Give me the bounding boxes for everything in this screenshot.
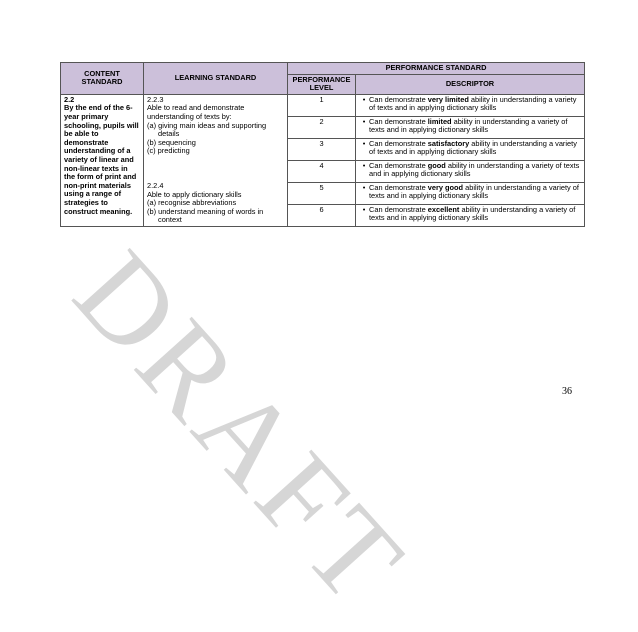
bullet-icon: • <box>362 138 366 148</box>
learning-standard-item: (c) predicting <box>147 146 190 156</box>
descriptor-header: DESCRIPTOR <box>356 74 585 94</box>
learning-standard-header: LEARNING STANDARD <box>144 63 288 95</box>
performance-level-cell: 4 <box>288 160 356 182</box>
descriptor-keyword: very good <box>427 182 464 192</box>
descriptor-keyword: excellent <box>427 204 460 214</box>
performance-level-cell: 2 <box>288 116 356 138</box>
bullet-icon: • <box>362 160 366 170</box>
performance-standard-header: PERFORMANCE STANDARD <box>288 63 585 75</box>
learning-standard-item-cont: details <box>158 129 180 139</box>
curriculum-standards-table <box>60 62 585 227</box>
performance-level-cell: 3 <box>288 138 356 160</box>
descriptor-cell: • Can demonstrate excellent ability in understanding a variety of texts and in applying dictionary skills <box>356 204 585 226</box>
descriptor-cell: • Can demonstrate very limited ability in understanding a variety of texts and in applying dictionary skills <box>356 94 585 116</box>
learning-standard-item: (b) understand meaning of words in <box>147 206 264 216</box>
learning-standard-intro: Able to read and demonstrate understanding of texts by: <box>147 103 245 121</box>
performance-level-cell: 6 <box>288 204 356 226</box>
descriptor-keyword: very limited <box>427 94 469 104</box>
header-row-1 <box>61 63 585 75</box>
learning-standard-code: 2.2.3 <box>147 94 164 104</box>
table-row <box>61 94 585 116</box>
descriptor-keyword: limited <box>427 116 452 126</box>
learning-standard-item-cont: context <box>158 215 182 225</box>
learning-standard-intro: Able to apply dictionary skills <box>147 189 242 199</box>
descriptor-cell: • Can demonstrate very good ability in understanding a variety of texts and in applying dictionary skills <box>356 182 585 204</box>
descriptor-keyword: satisfactory <box>427 138 470 148</box>
page-number: 36 <box>562 386 572 397</box>
bullet-icon: • <box>362 94 366 104</box>
descriptor-cell: • Can demonstrate satisfactory ability in understanding a variety of texts and in applying dictionary skills <box>356 138 585 160</box>
content-standard-header: CONTENT STANDARD <box>61 63 144 95</box>
performance-level-header: PERFORMANCE LEVEL <box>288 74 356 94</box>
learning-standard-item: (b) sequencing <box>147 137 196 147</box>
learning-standard-item: (a) giving main ideas and supporting <box>147 120 267 130</box>
content-standard-cell <box>61 94 144 226</box>
learning-standard-code: 2.2.4 <box>147 180 164 190</box>
performance-level-cell: 5 <box>288 182 356 204</box>
bullet-icon: • <box>362 204 366 214</box>
learning-standard-cell <box>144 94 288 226</box>
learning-standard-item: (a) recognise abbreviations <box>147 198 237 208</box>
bullet-icon: • <box>362 116 366 126</box>
content-standard-text: By the end of the 6-year primary schooling, pupils will be able to demonstrate understanding of a variety of linear and non-linear texts in the form of print and non-print materials using a range of strategies to construct meaning. <box>64 103 139 216</box>
performance-level-cell: 1 <box>288 94 356 116</box>
descriptor-keyword: good <box>427 160 446 170</box>
descriptor-cell: • Can demonstrate limited ability in understanding a variety of texts and in applying dictionary skills <box>356 116 585 138</box>
draft-watermark: DRAFT <box>49 226 432 630</box>
content-standard-code: 2.2 <box>64 94 75 104</box>
descriptor-cell: • Can demonstrate good ability in understanding a variety of texts and in applying dictionary skills <box>356 160 585 182</box>
bullet-icon: • <box>362 182 366 192</box>
